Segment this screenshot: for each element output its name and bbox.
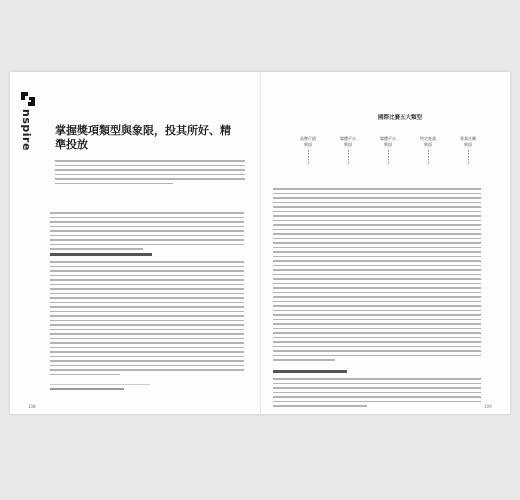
inspire-logo — [19, 91, 37, 151]
right-page-number: 109 — [484, 404, 492, 409]
category-connector — [468, 150, 469, 164]
page-gutter — [260, 72, 261, 414]
body-paragraph — [50, 212, 244, 253]
logo-wordmark: nspire — [20, 109, 33, 151]
category-item — [333, 136, 363, 164]
category-label: 媒體平台 — [380, 136, 396, 141]
category-item — [293, 136, 323, 164]
section-title: 國際比賽五大類型 — [377, 115, 422, 121]
category-label: 特定產業 — [420, 136, 436, 141]
author-credit — [50, 388, 124, 390]
category-connector — [308, 150, 309, 164]
category-label: 專業社團 — [460, 136, 476, 141]
category-label: 獎項 — [304, 141, 312, 147]
category-label: 獎項 — [384, 141, 392, 147]
body-paragraph — [273, 378, 481, 410]
category-item — [453, 136, 483, 164]
logo-mark-icon — [19, 91, 37, 107]
category-label: 媒體平台 — [340, 136, 356, 141]
category-connector — [348, 150, 349, 164]
category-item — [413, 136, 443, 164]
category-label: 獎項 — [464, 141, 472, 147]
category-connector — [388, 150, 389, 164]
subheading — [273, 370, 347, 373]
category-item — [373, 136, 403, 164]
subheading — [50, 253, 152, 256]
intro-paragraph — [55, 160, 245, 187]
award-categories — [293, 136, 483, 172]
body-paragraph — [50, 261, 244, 378]
category-label: 獎項 — [424, 141, 432, 147]
magazine-spread — [10, 72, 510, 414]
category-label: 品牌行銷 — [300, 136, 316, 141]
article-title: 掌握獎項類型與象限，投其所好、精準投放 — [55, 124, 231, 151]
category-label: 獎項 — [344, 141, 352, 147]
credit-rule — [50, 384, 150, 385]
body-paragraph — [273, 188, 481, 364]
category-connector — [428, 150, 429, 164]
left-page-number: 108 — [28, 404, 36, 409]
